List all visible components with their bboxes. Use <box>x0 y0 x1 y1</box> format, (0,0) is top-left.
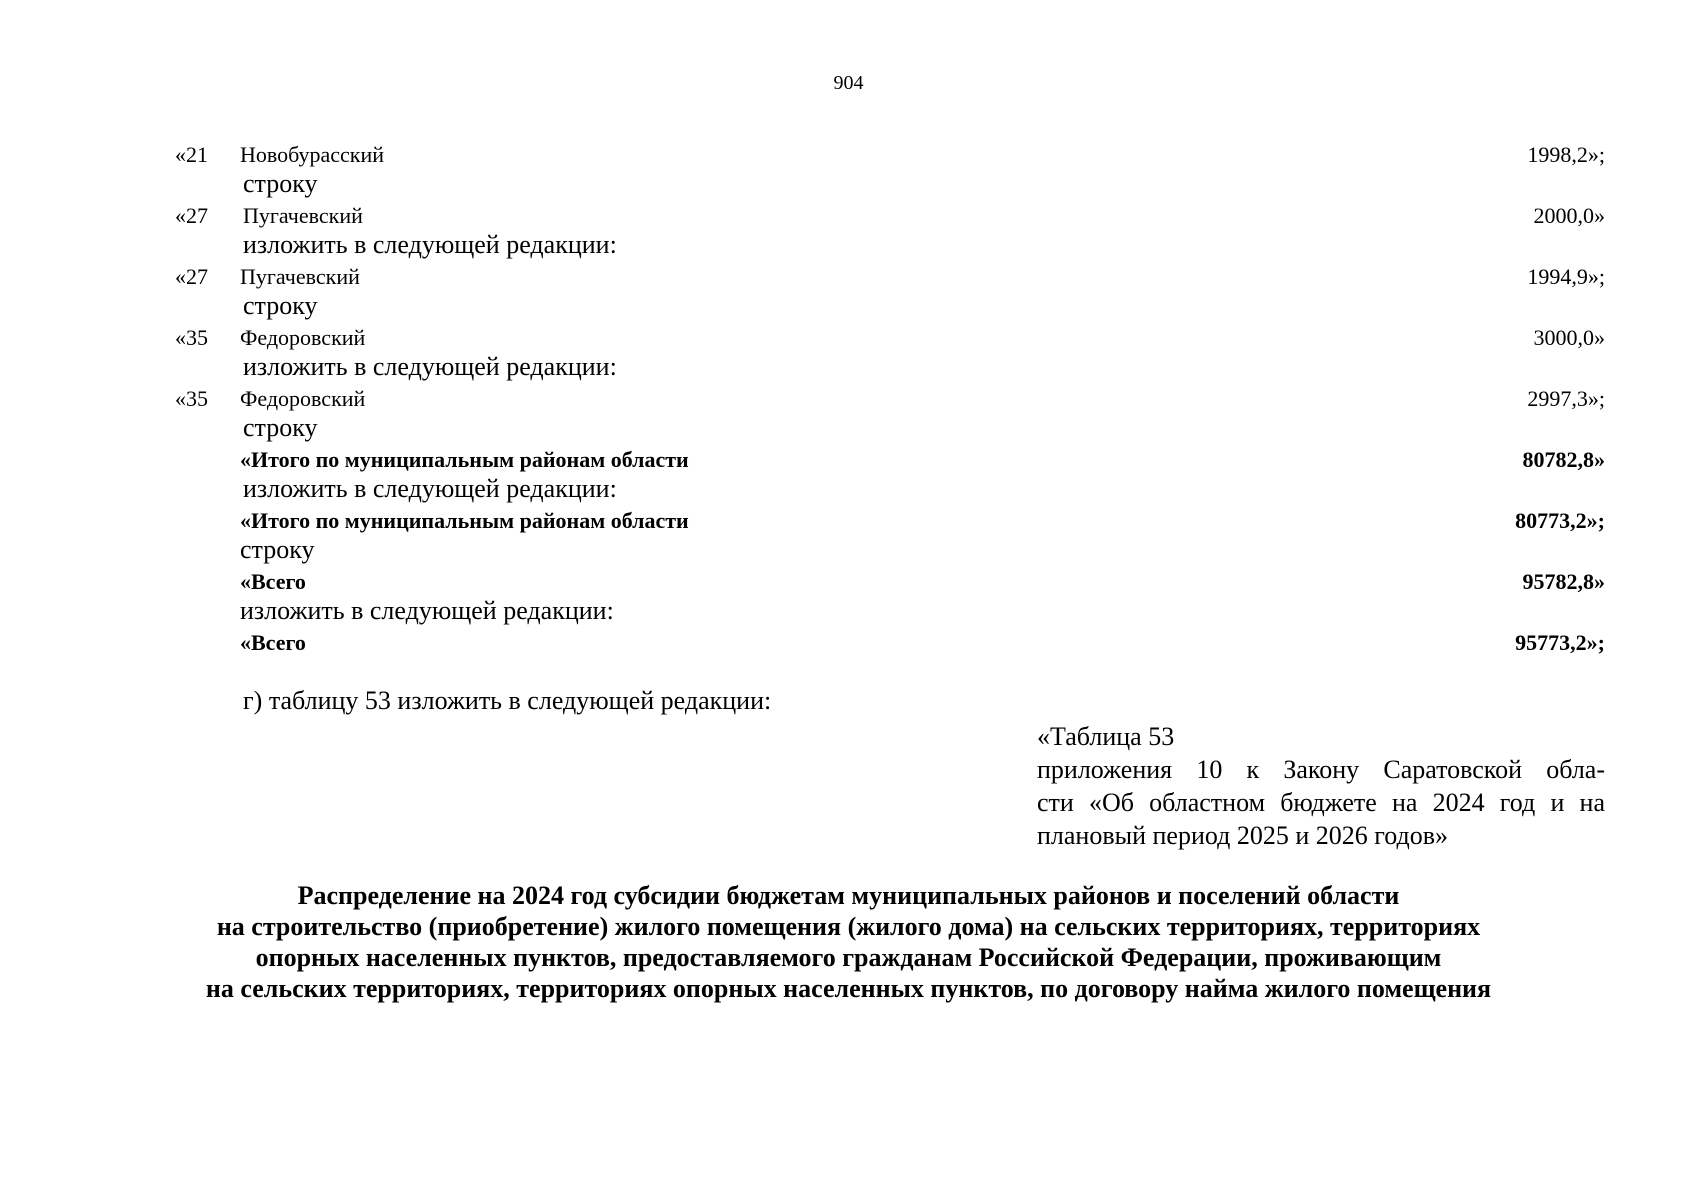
total-label: «Итого по муниципальным районам области <box>240 447 689 472</box>
instruction-text: изложить в следующей редакции: <box>243 230 617 259</box>
row-value: 1994,9»; <box>1527 264 1605 289</box>
total-value: 80773,2»; <box>1515 508 1605 533</box>
row-value: 1998,2»; <box>1527 142 1605 167</box>
title-line: на сельских территориях, территориях опорных населенных пунктов, по договору найма жилого помещения <box>205 974 1492 1003</box>
district-name: Пугачевский <box>240 264 360 289</box>
total-value: 80782,8» <box>1522 447 1605 472</box>
page-number: 904 <box>833 72 864 94</box>
table-title <box>0 880 1697 1004</box>
table-row <box>175 202 1605 230</box>
table-row <box>175 385 1605 413</box>
row-value <box>1523 568 1606 596</box>
table-row-grand-total <box>175 568 1605 596</box>
district-name: Федоровский <box>240 325 366 350</box>
instruction-text: изложить в следующей редакции: <box>240 596 614 625</box>
table-annex-reference <box>1037 720 1605 852</box>
table-row <box>175 263 1605 291</box>
table-row <box>175 141 1605 169</box>
row-number: «35 <box>175 325 208 350</box>
annex-line: сти «Об областном бюджете на 2024 год и на <box>1037 788 1605 817</box>
row-number: «35 <box>175 386 208 411</box>
table-row-grand-total <box>175 629 1605 657</box>
instruction-text: строку <box>243 413 318 442</box>
row-value <box>1523 446 1606 474</box>
district-name: Новобурасский <box>240 142 385 167</box>
annex-line: плановый период 2025 и 2026 годов» <box>1037 821 1449 850</box>
annex-line: «Таблица 53 <box>1037 722 1175 751</box>
instruction-text: строку <box>240 535 315 564</box>
grand-total-value: 95773,2»; <box>1515 630 1605 655</box>
grand-total-label: «Всего <box>240 630 306 655</box>
grand-total-label: «Всего <box>240 569 306 594</box>
table-row-total <box>175 507 1605 535</box>
row-number: «21 <box>175 142 208 167</box>
title-line: опорных населенных пунктов, предоставляемого гражданам Российской Федерации, проживающим <box>255 943 1442 972</box>
grand-total-value: 95782,8» <box>1522 569 1605 594</box>
title-line: на строительство (приобретение) жилого помещения (жилого дома) на сельских территориях, территориях <box>216 912 1481 941</box>
row-value: 2997,3»; <box>1527 386 1605 411</box>
row-value: 2000,0» <box>1533 203 1605 228</box>
row-number: «27 <box>175 264 208 289</box>
row-value: 3000,0» <box>1533 325 1605 350</box>
table-row-total <box>175 446 1605 474</box>
table-row <box>175 324 1605 352</box>
item-g-instruction: г) таблицу 53 изложить в следующей редакции: <box>243 686 772 715</box>
district-name: Федоровский <box>240 386 366 411</box>
instruction-text: строку <box>243 291 318 320</box>
row-value <box>1515 507 1605 535</box>
instruction-text: строку <box>243 169 318 198</box>
title-line: Распределение на 2024 год субсидии бюджетам муниципальных районов и поселений области <box>297 881 1400 910</box>
total-label: «Итого по муниципальным районам области <box>240 508 689 533</box>
district-name: Пугачевский <box>243 203 363 228</box>
annex-line: приложения 10 к Закону Саратовской обла- <box>1037 755 1605 784</box>
row-number: «27 <box>175 203 208 228</box>
instruction-text: изложить в следующей редакции: <box>243 352 617 381</box>
row-value <box>1515 629 1605 657</box>
instruction-text: изложить в следующей редакции: <box>243 474 617 503</box>
